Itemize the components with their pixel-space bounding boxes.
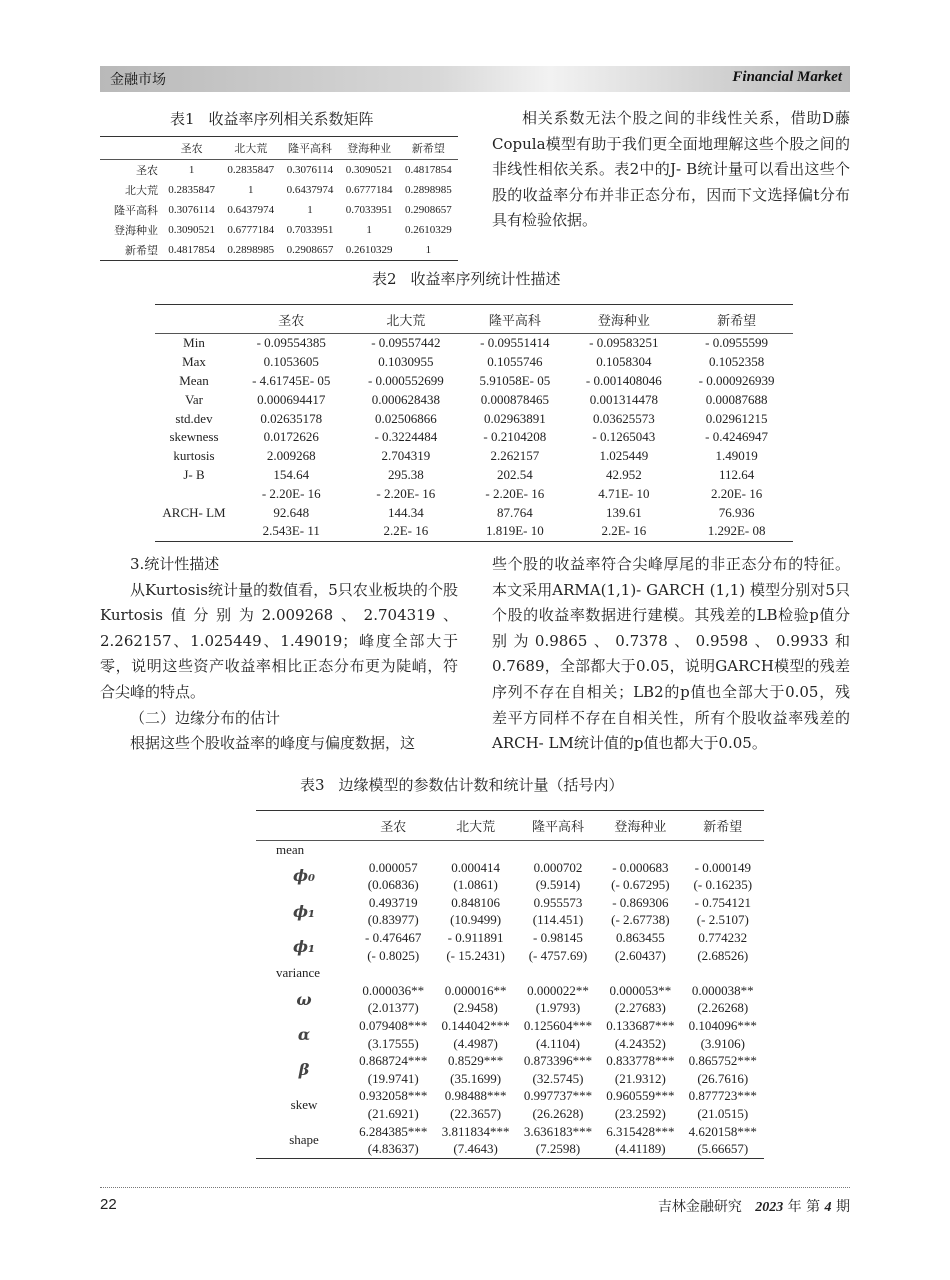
table3-empty-cell: [434, 841, 516, 859]
table3-estimate-cell: - 0.754121: [694, 894, 751, 910]
table2-cell: 0.00087688: [705, 391, 768, 407]
table2-row: [155, 447, 793, 466]
table1-caption: [170, 108, 374, 129]
table1-row-label: 圣农: [136, 165, 158, 177]
table2-row-label: Max: [182, 354, 206, 370]
table2-cell: 2.2E- 16: [601, 523, 647, 539]
table1-col-header: 新希望: [399, 137, 458, 160]
table3-estimate-row: [256, 929, 764, 947]
table2-col-header: 隆平高科: [462, 305, 567, 334]
table3-statistic-cell: (2.01377): [367, 1000, 419, 1016]
table3-statistic-cell: (26.7616): [697, 1070, 749, 1086]
table3-estimate-row: [256, 859, 764, 877]
table3-statistic-cell: (- 15.2431): [446, 947, 505, 963]
journal-info: [658, 1196, 850, 1216]
table3-estimate-cell: 0.079408***: [359, 1017, 428, 1033]
table2-cell: - 0.09557442: [371, 335, 441, 351]
table1-cell: 0.7033951: [286, 224, 334, 236]
table2-cell: 0.02961215: [705, 410, 768, 426]
table1-correlation-matrix: [100, 136, 458, 261]
table2-cell: - 0.3224484: [374, 429, 438, 445]
table1-cell: 0.2610329: [405, 224, 452, 236]
table1-row-label: 隆平高科: [114, 205, 158, 217]
table2-row-label: skewness: [169, 429, 219, 445]
table3-estimate-row: [256, 1017, 764, 1035]
table3-estimate-cell: 0.955573: [533, 894, 583, 910]
table3-param-label: β: [298, 1059, 310, 1079]
table1-cell: 0.3090521: [168, 224, 215, 236]
table2-cell: 0.1058304: [596, 354, 652, 370]
table2-cell: - 0.4246947: [705, 429, 769, 445]
table3-statistic-cell: (3.17555): [367, 1035, 419, 1051]
table2-row-label: Mean: [179, 372, 209, 388]
table2-cell: 1.025449: [599, 448, 649, 464]
table3-estimate-cell: 6.315428***: [606, 1123, 675, 1139]
table3-statistic-cell: (4.41189): [615, 1141, 666, 1157]
table3-estimate-cell: 0.863455: [615, 929, 665, 945]
paragraph-kurtosis: 从Kurtosis统计量的数值看，5只农业板块的个股Kurtosis值分别为2.009268、2.704319、2.262157、1.025449、1.49019；峰度全部大于零，说明这些资产收益率相比正态分布更为陡峭，符合尖峰的特点。: [100, 580, 458, 701]
table2-col-header: [155, 305, 233, 334]
table3-param-label: ϕ₁: [292, 901, 316, 921]
table2-cell: 0.000694417: [257, 391, 326, 407]
table3-statistic-cell: (21.9312): [614, 1070, 666, 1086]
table1-number: 表1: [170, 110, 195, 128]
table2-cell: 0.001314478: [589, 391, 658, 407]
table3-statistic-cell: (114.451): [532, 912, 584, 928]
table3-estimate-row: [256, 982, 764, 1000]
table1-cell: 0.2908657: [405, 204, 452, 216]
table3-estimate-cell: 0.833778***: [606, 1053, 675, 1069]
table2-cell: - 2.20E- 16: [485, 485, 545, 501]
table3-param-label: skew: [290, 1097, 318, 1113]
table2-cell: 202.54: [496, 466, 533, 482]
table2-row: [155, 390, 793, 409]
subsection-heading: （二）边缘分布的估计: [130, 708, 281, 727]
table3-statistic-cell: (7.2598): [535, 1141, 581, 1157]
table2-cell: 0.02635178: [260, 410, 323, 426]
table3-statistic-cell: (7.4643): [453, 1141, 498, 1157]
table2-cell: 0.0172626: [263, 429, 319, 445]
table3-estimate-cell: - 0.98145: [533, 929, 583, 945]
table2-caption: [372, 268, 561, 289]
table3-statistic-cell: (19.9741): [367, 1070, 419, 1086]
table2-cell: - 0.000926939: [698, 372, 775, 388]
table3-statistic-cell: (23.2592): [614, 1105, 666, 1121]
table3-statistic-cell: (2.26268): [697, 1000, 749, 1016]
table3-col-header: 隆平高科: [517, 811, 599, 841]
table3-col-header: 北大荒: [434, 811, 516, 841]
table1-cell: 0.7033951: [345, 204, 393, 216]
journal-issue-unit: 期: [836, 1199, 850, 1215]
table2-cell: - 0.09583251: [589, 335, 659, 351]
table2-cell: 1.819E- 10: [485, 523, 544, 539]
table2-cell: 2.704319: [381, 448, 431, 464]
table3-estimate-cell: 0.144042***: [441, 1017, 510, 1033]
table3-estimate-cell: - 0.000149: [694, 859, 751, 875]
table3-statistic-cell: (- 2.5107): [696, 912, 749, 928]
table3-param-label: ϕ₀: [292, 866, 316, 886]
table1-row-label: 新希望: [125, 245, 158, 257]
table3-estimate-cell: - 0.869306: [612, 894, 669, 910]
journal-name: 吉林金融研究: [657, 1199, 742, 1215]
section-label: 金融市场: [110, 72, 166, 88]
table2-row: [155, 334, 793, 353]
table3-marginal-model-estimates: [256, 810, 764, 1159]
table3-section-label: variance: [276, 965, 321, 981]
table3-estimate-cell: 0.000038**: [691, 982, 754, 998]
table3-col-header: 登海种业: [599, 811, 681, 841]
table1-cell: 0.6777184: [345, 184, 393, 196]
table3-statistic-cell: (5.66657): [697, 1141, 749, 1157]
table1-row-label: 北大荒: [125, 185, 158, 197]
paragraph-garch: 些个股的收益率符合尖峰厚尾的非正态分布的特征。本文采用ARMA(1,1)- GARCH (1,1) 模型分别对5只个股的收益率数据进行建模。其残差的LB检验p值分别为0.9865、0.7378、0.9598、0.9933和0.7689，全部都大于0.05，说明GARCH模型的残差序列不存在自相关；LB2的p值也全部大于0.05，残差平方同样不存在自相关性，所有个股收益率残差的ARCH- LM统计值的p值也都大于0.05。: [492, 555, 850, 753]
table3-estimate-cell: 0.000053**: [609, 982, 672, 998]
table3-estimate-cell: 0.960559***: [606, 1088, 675, 1104]
table3-statistic-cell: (9.5914): [535, 877, 581, 893]
table2-cell: 0.000878465: [480, 391, 549, 407]
journal-year-unit: 年: [787, 1199, 802, 1215]
table1-cell: 0.3076114: [168, 204, 215, 216]
table3-statistic-cell: (2.9458): [453, 1000, 498, 1016]
table3-estimate-cell: 0.493719: [368, 894, 418, 910]
journal-issue-prefix: 第: [806, 1199, 821, 1215]
table3-estimate-cell: 0.000702: [533, 859, 583, 875]
table1-cell: 1: [248, 184, 254, 196]
table2-row: [155, 428, 793, 447]
table3-estimate-cell: 3.811834***: [441, 1123, 510, 1139]
table3-estimate-cell: 0.000016**: [444, 982, 507, 998]
table2-row-label: J- B: [183, 466, 205, 482]
table2-cell: 0.1030955: [378, 354, 434, 370]
table2-cell: 42.952: [605, 466, 642, 482]
table2-cell: 2.262157: [490, 448, 540, 464]
table2-cell: - 0.0955599: [705, 335, 769, 351]
table2-cell: - 4.61745E- 05: [252, 372, 331, 388]
table3-statistic-cell: (2.68526): [697, 947, 749, 963]
table2-row: [155, 353, 793, 372]
table1-col-header: 登海种业: [340, 137, 399, 160]
table2-cell: 0.02506866: [374, 410, 437, 426]
paragraph-top-right: [492, 106, 850, 234]
table2-cell: - 2.20E- 16: [376, 485, 436, 501]
table2-header-row: [155, 305, 793, 334]
table2-cell: 1.292E- 08: [707, 523, 766, 539]
table2-row: [155, 484, 793, 503]
table2-row-label: std.dev: [175, 410, 213, 426]
table2-row-label: [155, 522, 233, 541]
table3-estimate-cell: 0.133687***: [606, 1017, 675, 1033]
table3-statistic-cell: (26.2628): [532, 1105, 584, 1121]
table3-statistic-cell: (2.60437): [614, 947, 666, 963]
table2-number: 表2: [372, 270, 397, 288]
table3-empty-cell: [682, 841, 764, 859]
table3-statistic-cell: (35.1699): [450, 1070, 502, 1086]
table3-empty-cell: [517, 841, 599, 859]
table3-caption: [300, 774, 624, 795]
table2-cell: - 0.1265043: [592, 429, 656, 445]
table3-estimate-cell: 0.868724***: [359, 1053, 428, 1069]
table2-cell: 2.543E- 11: [262, 523, 320, 539]
table1-cell: 0.3076114: [286, 164, 334, 176]
table3-estimate-cell: - 0.000683: [612, 859, 669, 875]
table1-col-header: 圣农: [162, 137, 221, 160]
table1-cell: 1: [307, 204, 313, 216]
table1-header-row: [100, 137, 458, 160]
table1-cell: 0.2610329: [345, 244, 393, 256]
table2-row: [155, 409, 793, 428]
table2-row: [155, 522, 793, 541]
table1-cell: 0.6437974: [286, 184, 334, 196]
table3-empty-cell: [352, 841, 434, 859]
table3-estimate-cell: 0.000022**: [527, 982, 589, 998]
table3-statistic-cell: (21.6921): [367, 1105, 419, 1121]
table1-cell: 0.2908657: [286, 244, 334, 256]
table2-cell: 0.03625573: [592, 410, 655, 426]
table3-estimate-cell: 0.8529***: [447, 1053, 504, 1069]
table2-col-header: 登海种业: [567, 305, 680, 334]
table2-cell: - 0.2104208: [483, 429, 547, 445]
table3-statistic-cell: (4.4987): [453, 1035, 498, 1051]
table3-statistic-cell: (4.1104): [536, 1035, 580, 1051]
table3-param-label: ω: [296, 989, 312, 1009]
running-header: [100, 66, 850, 92]
paragraph-marginal: 根据这些个股收益率的峰度与偏度数据，这: [130, 734, 416, 753]
table3-statistic-cell: (21.0515): [697, 1105, 749, 1121]
table3-header-row: [256, 811, 764, 841]
table3-estimate-cell: 4.620158***: [688, 1123, 757, 1139]
table3-col-header: 新希望: [682, 811, 764, 841]
table3-statistic-cell: (4.24352): [614, 1035, 666, 1051]
table1-cell: 0.2898985: [227, 244, 275, 256]
table3-statistic-cell: (0.83977): [367, 912, 419, 928]
table2-cell: 1.49019: [715, 448, 758, 464]
table1-cell: 0.2835847: [227, 164, 275, 176]
table1-title: 收益率序列相关系数矩阵: [208, 110, 374, 128]
table3-section-row: [256, 841, 764, 859]
table2-cell: 76.936: [718, 504, 755, 520]
table2-row-label: kurtosis: [173, 448, 215, 464]
table3-estimate-cell: - 0.911891: [447, 929, 504, 945]
table3-empty-cell: [599, 841, 681, 859]
table1-row-label: 登海种业: [114, 225, 158, 237]
table3-number: 表3: [300, 776, 325, 794]
footer-rule: [100, 1187, 850, 1188]
table1-cell: 0.6437974: [227, 204, 275, 216]
table3-statistic-cell: (0.06836): [367, 877, 419, 893]
table1-col-header: [100, 137, 162, 160]
table2-cell: 295.38: [387, 466, 424, 482]
table3-estimate-cell: 0.125604***: [523, 1017, 593, 1033]
table3-estimate-row: [256, 1052, 764, 1070]
table1-cell: 0.2898985: [405, 184, 452, 196]
table3-estimate-row: [256, 1123, 764, 1141]
table3-estimate-cell: 0.104096***: [688, 1017, 757, 1033]
table2-cell: 139.61: [605, 504, 642, 520]
table2-title: 收益率序列统计性描述: [410, 270, 561, 288]
table3-param-label: shape: [289, 1132, 319, 1148]
table2-col-header: 新希望: [680, 305, 793, 334]
table3-title: 边缘模型的参数估计数和统计量（括号内）: [338, 776, 624, 794]
table3-section-label: mean: [276, 842, 305, 857]
table1-row: [100, 220, 458, 240]
table1-cell: 0.3090521: [345, 164, 393, 176]
table3-statistic-cell: (- 0.16235): [693, 877, 753, 893]
table3-estimate-cell: 0.98488***: [444, 1088, 507, 1104]
table2-row: [155, 466, 793, 485]
table3-estimate-cell: 0.000414: [451, 859, 500, 875]
table3-param-label: α: [297, 1024, 311, 1044]
section-heading: 3.统计性描述: [130, 555, 220, 573]
page-number: 22: [100, 1196, 117, 1213]
table3-empty-cell: [434, 964, 516, 982]
table2-cell: 87.764: [496, 504, 533, 520]
journal-year: 2023: [755, 1200, 784, 1215]
table2-cell: 4.71E- 10: [598, 485, 650, 501]
table2-cell: 0.1053605: [263, 354, 319, 370]
table3-empty-cell: [682, 964, 764, 982]
table3-estimate-cell: 3.636183***: [523, 1123, 593, 1139]
table3-estimate-row: [256, 894, 764, 912]
table2-cell: 2.20E- 16: [710, 485, 763, 501]
table2-cell: - 2.20E- 16: [261, 485, 321, 501]
table2-cell: 112.64: [718, 466, 755, 482]
table1-cell: 0.2835847: [168, 184, 215, 196]
table3-statistic-cell: (- 2.67738): [611, 912, 670, 928]
table2-cell: - 0.000552699: [367, 372, 444, 388]
table3-section-row: [256, 964, 764, 982]
table2-cell: 0.000628438: [371, 391, 440, 407]
table3-statistic-cell: (3.9106): [700, 1035, 745, 1051]
table1-row: [100, 180, 458, 200]
table2-cell: - 0.09554385: [256, 335, 326, 351]
table3-empty-cell: [599, 964, 681, 982]
table3-estimate-cell: 0.873396***: [523, 1053, 593, 1069]
table3-empty-cell: [352, 964, 434, 982]
table3-estimate-cell: 0.865752***: [688, 1053, 757, 1069]
table3-statistic-cell: (- 4757.69): [528, 947, 588, 963]
table3-estimate-cell: 0.774232: [698, 929, 748, 945]
table3-statistic-cell: (4.83637): [367, 1141, 419, 1157]
table3-statistic-cell: (32.5745): [532, 1070, 584, 1086]
table1-cell: 0.4817854: [168, 244, 215, 256]
table2-cell: - 0.09551414: [480, 335, 550, 351]
left-column-text: [100, 552, 458, 757]
table3-estimate-cell: 0.848106: [451, 894, 500, 910]
table2-cell: 2.009268: [266, 448, 316, 464]
table2-cell: 2.2E- 16: [383, 523, 429, 539]
table3-statistic-cell: (1.0861): [453, 877, 498, 893]
table1-cell: 1: [366, 224, 372, 236]
table1-col-header: 隆平高科: [280, 137, 339, 160]
table2-row-label: ARCH- LM: [162, 504, 226, 520]
table3-estimate-cell: 0.997737***: [523, 1088, 593, 1104]
table3-col-header: [256, 811, 352, 841]
table1-cell: 1: [188, 164, 195, 176]
table3-statistic-cell: (2.27683): [614, 1000, 666, 1016]
right-column-text: [492, 552, 850, 757]
table3-estimate-cell: 0.932058***: [359, 1088, 428, 1104]
section-label-english: Financial Market: [732, 69, 842, 85]
table2-row: [155, 372, 793, 391]
table2-cell: 5.91058E- 05: [479, 372, 551, 388]
table3-empty-cell: [517, 964, 599, 982]
table2-cell: 0.1052358: [708, 354, 765, 370]
table1-col-header: 北大荒: [221, 137, 280, 160]
table1-cell: 0.6777184: [227, 224, 275, 236]
table3-estimate-row: [256, 1087, 764, 1105]
table3-statistic-cell: (22.3657): [450, 1105, 502, 1121]
table2-cell: 0.02963891: [483, 410, 546, 426]
table2-cell: 154.64: [273, 466, 310, 482]
table3-statistic-cell: (10.9499): [450, 912, 502, 928]
table1-cell: 0.4817854: [405, 164, 452, 176]
paragraph-text: 相关系数无法个股之间的非线性关系，借助D藤Copula模型有助于我们更全面地理解这些个股之间的非线性相依关系。表2中的J- B统计量可以看出这些个股的收益率分布并非正态分布，因而下文选择偏t分布具有检验依据。: [492, 109, 850, 230]
table2-col-header: 北大荒: [349, 305, 462, 334]
table2-row-label: Var: [184, 391, 204, 407]
table3-estimate-cell: 0.877723***: [688, 1088, 757, 1104]
table3-estimate-cell: 0.000057: [368, 859, 418, 875]
table2-cell: - 0.001408046: [585, 372, 662, 388]
table3-col-header: 圣农: [352, 811, 434, 841]
table3-estimate-cell: 0.000036**: [362, 982, 425, 998]
table3-statistic-cell: (1.9793): [535, 1000, 581, 1016]
table3-statistic-cell: (- 0.8025): [367, 947, 420, 963]
table1-cell: 1: [425, 244, 432, 256]
table2-cell: 144.34: [387, 504, 424, 520]
table2-row-label: Min: [183, 335, 205, 351]
table3-estimate-cell: 6.284385***: [359, 1123, 428, 1139]
table3-estimate-cell: - 0.476467: [365, 929, 422, 945]
table2-row: [155, 503, 793, 522]
table3-statistic-cell: (- 0.67295): [611, 877, 670, 893]
table2-descriptive-statistics: [155, 304, 793, 542]
journal-issue: 4: [824, 1200, 832, 1215]
table1-row: [100, 240, 458, 261]
table1-row: [100, 160, 458, 181]
table3-param-label: ϕ₁: [292, 936, 316, 956]
table1-row: [100, 200, 458, 220]
table2-col-header: 圣农: [233, 305, 349, 334]
table2-cell: 0.1055746: [487, 354, 543, 370]
table2-cell: 92.648: [273, 504, 310, 520]
table2-row-label: [155, 484, 233, 503]
